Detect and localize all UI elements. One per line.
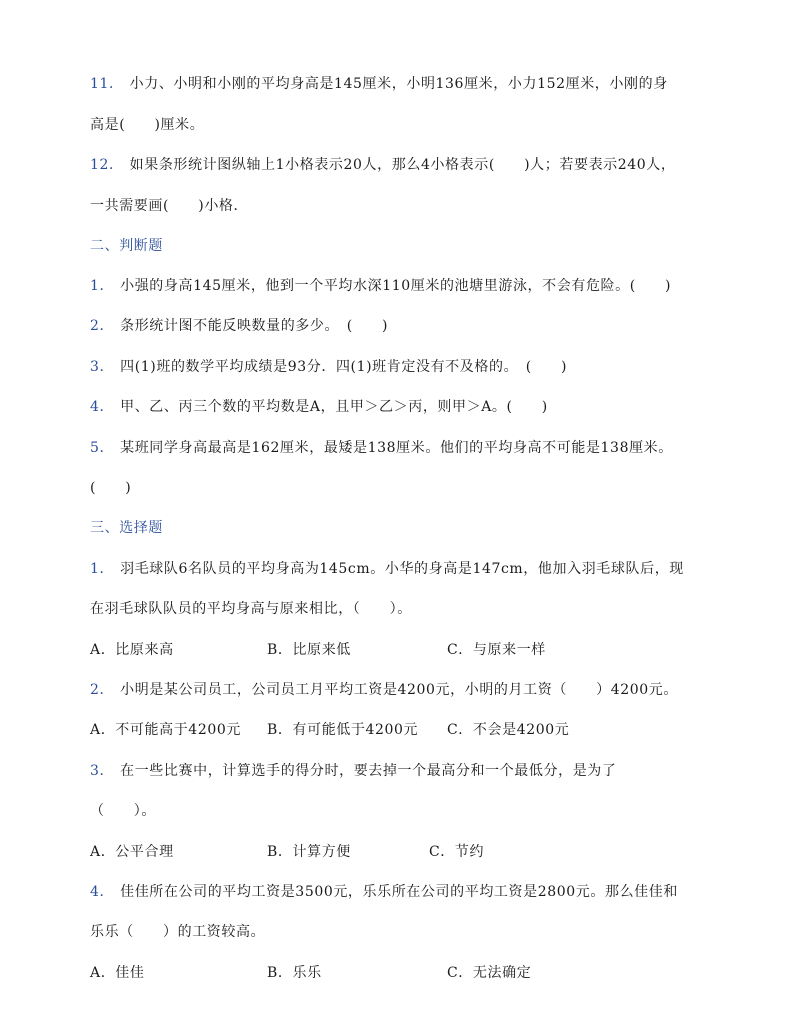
option-b: B．计算方便 — [267, 844, 351, 860]
question-text: 在羽毛球队队员的平均身高与原来相比，（ ）。 — [90, 601, 412, 617]
answer-blank: ( ) — [90, 480, 132, 496]
option-c: C．与原来一样 — [447, 642, 546, 658]
option-b: B．有可能低于4200元 — [267, 722, 419, 738]
option-c: C．不会是4200元 — [447, 722, 570, 738]
question-text: 某班同学身高最高是162厘米，最矮是138厘米。他们的平均身高不可能是138厘米。 — [120, 440, 673, 456]
section-heading-judge: 二、判断题 — [90, 238, 163, 254]
judge-question-4 — [90, 397, 548, 417]
judge-question-1 — [90, 276, 671, 296]
judge-question-5 — [90, 438, 673, 458]
question-12-line-2 — [90, 196, 248, 216]
choice-question-2 — [90, 680, 678, 700]
option-b: B．乐乐 — [267, 965, 322, 981]
choice-question-4-line-1 — [90, 882, 678, 902]
choice-question-4-line-2 — [90, 922, 265, 942]
question-12-line-1 — [90, 155, 676, 175]
question-number: 3． — [90, 763, 115, 779]
judge-question-2 — [90, 316, 388, 336]
question-number: 2． — [90, 682, 115, 698]
question-number: 1． — [90, 561, 115, 577]
question-text: 小明是某公司员工，公司员工月平均工资是4200元，小明的月工资（ ）4200元。 — [120, 682, 678, 698]
question-text: 小力、小明和小刚的平均身高是145厘米，小明136厘米，小力152厘米，小刚的身 — [129, 76, 668, 92]
question-text: 如果条形统计图纵轴上1小格表示20人，那么4小格表示( )人；若要表示240人， — [129, 157, 676, 173]
question-number: 11． — [90, 76, 124, 92]
choice-question-2-options — [90, 720, 569, 740]
question-number: 12． — [90, 157, 124, 173]
section-heading-choice: 三、选择题 — [90, 520, 163, 536]
question-number: 1． — [90, 278, 115, 294]
question-11-line-1 — [90, 74, 668, 94]
option-a: A．不可能高于4200元 — [90, 722, 241, 738]
option-a: A．公平合理 — [90, 844, 174, 860]
question-text: 高是( )厘米。 — [90, 117, 205, 133]
choice-question-3-options — [90, 842, 484, 862]
choice-question-3-line-1 — [90, 761, 617, 781]
question-text: 佳佳所在公司的平均工资是3500元，乐乐所在公司的平均工资是2800元。那么佳佳和 — [120, 884, 678, 900]
question-text: 羽毛球队6名队员的平均身高为145cm。小华的身高是147cm，他加入羽毛球队后，现 — [120, 561, 684, 577]
question-text: 乐乐（ ）的工资较高。 — [90, 924, 266, 940]
choice-question-1-line-2 — [90, 599, 412, 619]
choice-question-4-options — [90, 963, 531, 983]
question-number: 2． — [90, 318, 115, 334]
option-c: C．无法确定 — [447, 965, 532, 981]
question-number: 4． — [90, 884, 115, 900]
choice-question-1-line-1 — [90, 559, 684, 579]
question-text: 小强的身高145厘米，他到一个平均水深110厘米的池塘里游泳，不会有危险。( ) — [120, 278, 672, 294]
question-text: 甲、乙、丙三个数的平均数是A，且甲＞乙＞丙，则甲＞A。( ) — [120, 399, 548, 415]
choice-question-3-line-2 — [90, 801, 156, 821]
choice-question-1-options — [90, 640, 546, 660]
option-c: C．节约 — [429, 844, 485, 860]
question-text: 条形统计图不能反映数量的多少。 ( ) — [120, 318, 389, 334]
question-text: （ ）。 — [90, 803, 156, 819]
option-a: A．佳佳 — [90, 965, 145, 981]
question-11-line-2 — [90, 115, 204, 135]
judge-question-5-line-2 — [90, 478, 131, 498]
question-number: 4． — [90, 399, 115, 415]
question-text: 在一些比赛中，计算选手的得分时，要去掉一个最高分和一个最低分，是为了 — [120, 763, 617, 779]
question-text: 四(1)班的数学平均成绩是93分．四(1)班肯定没有不及格的。 ( ) — [120, 359, 568, 375]
question-number: 3． — [90, 359, 115, 375]
option-b: B．比原来低 — [267, 642, 351, 658]
judge-question-3 — [90, 357, 567, 377]
question-text: 一共需要画( )小格． — [90, 198, 249, 214]
question-number: 5． — [90, 440, 115, 456]
option-a: A．比原来高 — [90, 642, 174, 658]
